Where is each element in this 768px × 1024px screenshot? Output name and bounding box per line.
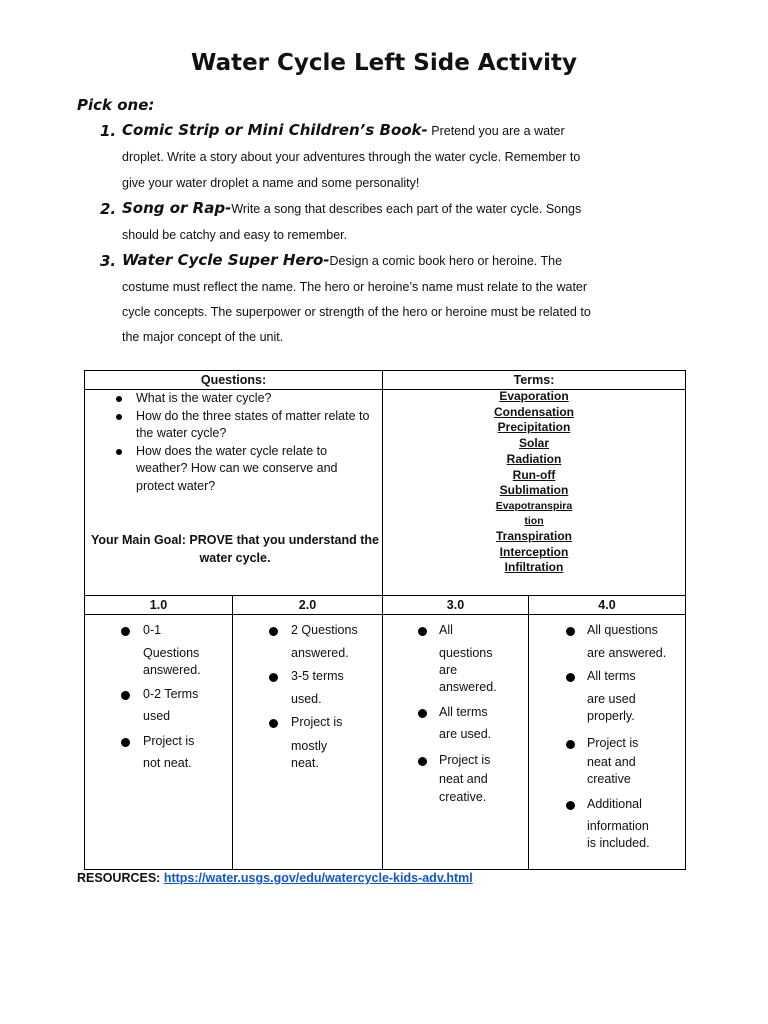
- term-item: Sublimation: [499, 483, 569, 498]
- rubric-text: neat and: [587, 755, 636, 769]
- terms-list: [384, 389, 684, 576]
- rubric-text: All terms: [439, 705, 488, 719]
- level-header: 1.0: [149, 598, 168, 612]
- option-number: 1.: [100, 122, 117, 140]
- list-item: How do the three states of matter relate to the water cycle?: [113, 408, 378, 443]
- resources-link[interactable]: https://water.usgs.gov/edu/watercycle-kids-adv.html: [163, 871, 473, 885]
- bullet-icon: [566, 673, 575, 682]
- term-item: Run-off: [512, 467, 556, 482]
- option-text-line: Design a comic book hero or heroine. The: [329, 254, 563, 268]
- term-item: Solar: [518, 436, 549, 451]
- rubric-text: Questions: [143, 646, 200, 660]
- option-number: 3.: [100, 252, 117, 270]
- terms-header: Terms:: [513, 373, 555, 387]
- rubric-text: 3-5 terms: [291, 669, 344, 683]
- bullet-icon: [116, 449, 122, 455]
- bullet-icon: [116, 396, 122, 402]
- term-item: Interception: [499, 544, 569, 559]
- level-header: 3.0: [446, 598, 465, 612]
- option-heading: Comic Strip or Mini Children’s Book-: [122, 121, 428, 139]
- rubric-text: questions: [439, 646, 493, 660]
- rubric-text: are answered.: [587, 646, 667, 660]
- resources-label: RESOURCES:: [77, 871, 161, 885]
- term-item: Evapotranspira: [495, 499, 573, 512]
- rubric-text: mostly: [291, 739, 328, 753]
- option-text-line: give your water droplet a name and some personality!: [122, 176, 420, 190]
- rubric-text: Project is: [291, 715, 343, 729]
- bullet-icon: [121, 691, 130, 700]
- rubric-text: 0-1: [143, 623, 162, 637]
- rubric-text: creative.: [439, 790, 487, 804]
- rubric-text: creative: [587, 772, 631, 786]
- bullet-icon: [269, 627, 278, 636]
- option-text-line: Write a song that describes each part of the water cycle. Songs: [231, 202, 582, 216]
- rubric-text: are used.: [439, 727, 492, 741]
- option-text-line: Pretend you are a water: [431, 124, 565, 138]
- rubric-text: Project is: [439, 753, 491, 767]
- bullet-icon: [566, 801, 575, 810]
- term-item: Radiation: [506, 451, 562, 466]
- rubric-text: is included.: [587, 836, 650, 850]
- rubric-text: Project is: [587, 736, 639, 750]
- bullet-icon: [566, 627, 575, 636]
- main-goal: Your Main Goal: PROVE that you understand the water cycle.: [91, 533, 379, 565]
- rubric-text: neat.: [291, 756, 319, 770]
- bullet-icon: [418, 627, 427, 636]
- term-item: tion: [524, 514, 544, 527]
- questions-list: [113, 390, 378, 495]
- rubric-text: used: [143, 709, 171, 723]
- rubric-text: are: [439, 663, 458, 677]
- bullet-icon: [418, 709, 427, 718]
- option-text-line: should be catchy and easy to remember.: [122, 228, 348, 242]
- rubric-text: answered.: [291, 646, 349, 660]
- rubric-text: are used: [587, 692, 636, 706]
- page-title: Water Cycle Left Side Activity: [191, 50, 577, 76]
- rubric-text: information: [587, 819, 649, 833]
- term-item: Infiltration: [504, 560, 564, 575]
- option-heading: Water Cycle Super Hero-: [122, 251, 330, 269]
- rubric-text: Additional: [587, 797, 642, 811]
- rubric-text: answered.: [439, 680, 497, 694]
- rubric-text: All: [439, 623, 453, 637]
- level-header: 4.0: [598, 598, 616, 612]
- rubric-text: neat and: [439, 772, 488, 786]
- bullet-icon: [121, 627, 130, 636]
- rubric-text: All questions: [587, 623, 658, 637]
- term-item: Transpiration: [495, 528, 572, 543]
- bullet-icon: [269, 673, 278, 682]
- term-item: Precipitation: [497, 420, 571, 435]
- resources-line: [77, 871, 473, 885]
- bullet-icon: [269, 719, 278, 728]
- rubric-text: properly.: [587, 709, 635, 723]
- list-item: What is the water cycle?: [113, 390, 378, 408]
- bullet-icon: [566, 740, 575, 749]
- option-text-line: droplet. Write a story about your adventures through the water cycle. Remember to: [122, 150, 581, 164]
- pick-one-label: Pick one:: [77, 96, 155, 114]
- option-text-line: the major concept of the unit.: [122, 330, 284, 344]
- option-text-line: costume must reflect the name. The hero or heroine’s name must relate to the water: [122, 280, 588, 294]
- option-text-line: cycle concepts. The superpower or strength of the hero or heroine must be related to: [122, 305, 591, 319]
- rubric-text: answered.: [143, 663, 201, 677]
- level-header: 2.0: [298, 598, 317, 612]
- term-item: Condensation: [494, 404, 574, 419]
- bullet-icon: [121, 738, 130, 747]
- option-number: 2.: [100, 200, 117, 218]
- rubric-text: 2 Questions: [291, 623, 358, 637]
- rubric-text: not neat.: [143, 756, 192, 770]
- questions-header: Questions:: [200, 373, 267, 387]
- option-heading: Song or Rap-: [122, 199, 232, 217]
- bullet-icon: [418, 757, 427, 766]
- rubric-text: All terms: [587, 669, 636, 683]
- term-item: Evaporation: [499, 389, 569, 403]
- rubric-text: Project is: [143, 734, 195, 748]
- list-item: How does the water cycle relate to weather? How can we conserve and protect water?: [113, 443, 378, 496]
- rubric-text: 0-2 Terms: [143, 687, 199, 701]
- rubric-text: used.: [291, 692, 322, 706]
- bullet-icon: [116, 414, 122, 420]
